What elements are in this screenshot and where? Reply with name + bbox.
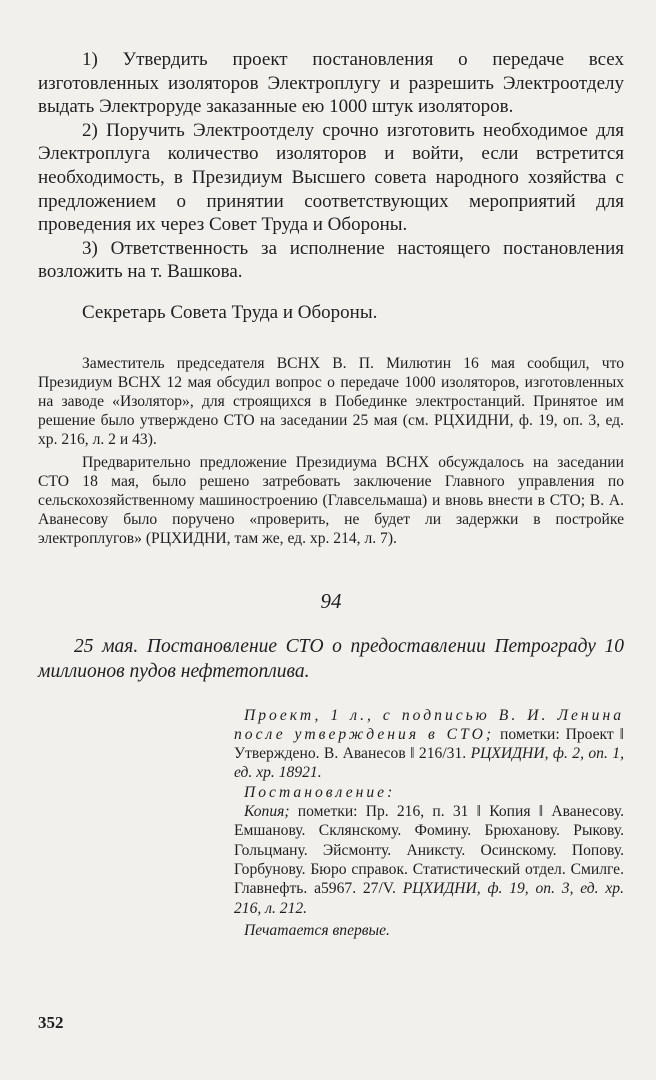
publication-note: Печатается впервые. <box>244 921 390 939</box>
page-number: 352 <box>38 1013 64 1032</box>
document-title: 25 мая. Постановление СТО о предоставлении Петрограду 10 миллионов пудов нефтетоплива. <box>38 635 624 682</box>
resolution-point-2: 2) Поручить Электроотделу срочно изготовить необходимое для Электроплуга количество изоляторов и войти, если встретится необходимость, в Президиум Высшего совета народного хозяйства с предложением о принятии соответствующих мероприятий для проведения их через Совет Труда и Обороны. <box>38 119 624 236</box>
archive-draft-text: пометки: Проект ‖ Утверждено. В. Аванесов ‖ 216/31. <box>234 725 624 763</box>
archival-reference <box>234 706 624 941</box>
archive-resolution-label: Постановление: <box>244 783 396 801</box>
resolution-point-3: 3) Ответственность за исполнение настоящего постановления возложить на т. Вашкова. <box>38 237 624 283</box>
archive-copy-label: Копия; <box>244 803 290 821</box>
editorial-note-2: Предварительно предложение Президиума ВСНХ обсуждалось на заседании СТО 18 мая, было решено затребовать заключение Главного управления по сельскохозяйственному машиностроению (Главсельмаша) и вновь внести в СТО; В. А. Аванесову было поручено «проверить, не будет ли задержки в постройке электроплугов» (РЦХИДНИ, там же, ед. хр. 214, л. 7). <box>38 453 624 548</box>
editorial-note-1: Заместитель председателя ВСНХ В. П. Милютин 16 мая сообщил, что Президиум ВСНХ 12 мая обсудил вопрос о передаче 1000 изоляторов, изготовленных на заводе «Изолятор», для строящихся в Побединке электростанций. Принятое им решение было утверждено СТО на заседании 25 мая (см. РЦХИДНИ, ф. 19, оп. 3, ед. хр. 216, л. 2 и 43). <box>38 354 624 449</box>
resolution-point-1: 1) Утвердить проект постановления о передаче всех изготовленных изоляторов Электроплугу и разрешить Электроотделу выдать Электроруде заказанные ею 1000 штук изоляторов. <box>38 49 624 118</box>
archive-draft-label: Проект, 1 л., с подписью В. И. Ленина после утверждения в СТО; <box>234 706 624 743</box>
archive-copy-ref: РЦХИДНИ, ф. 19, оп. 3, ед. хр. 216, л. 212. <box>234 880 624 917</box>
document-number: 94 <box>320 588 342 613</box>
editorial-notes <box>38 354 624 549</box>
archive-draft-ref: РЦХИДНИ, ф. 2, оп. 1, ед. хр. 18921. <box>234 745 624 782</box>
secretary-signature: Секретарь Совета Труда и Обороны. <box>82 301 378 323</box>
archive-draft <box>234 706 624 783</box>
book-page <box>38 48 624 1048</box>
resolution-text <box>38 48 624 325</box>
archive-copy <box>234 802 624 918</box>
archive-copy-text: пометки: Пр. 216, п. 31 ‖ Копия ‖ Аванесову. Емшанову. Склянскому. Фомину. Брюханову. Рыкову. Гольцману. Эйсмонту. Аниксту. Осинскому. Попову. Горбунову. Бюро справок. Статистический отдел. Смилге. Главнефть. а5967. 27/V. <box>234 803 624 898</box>
